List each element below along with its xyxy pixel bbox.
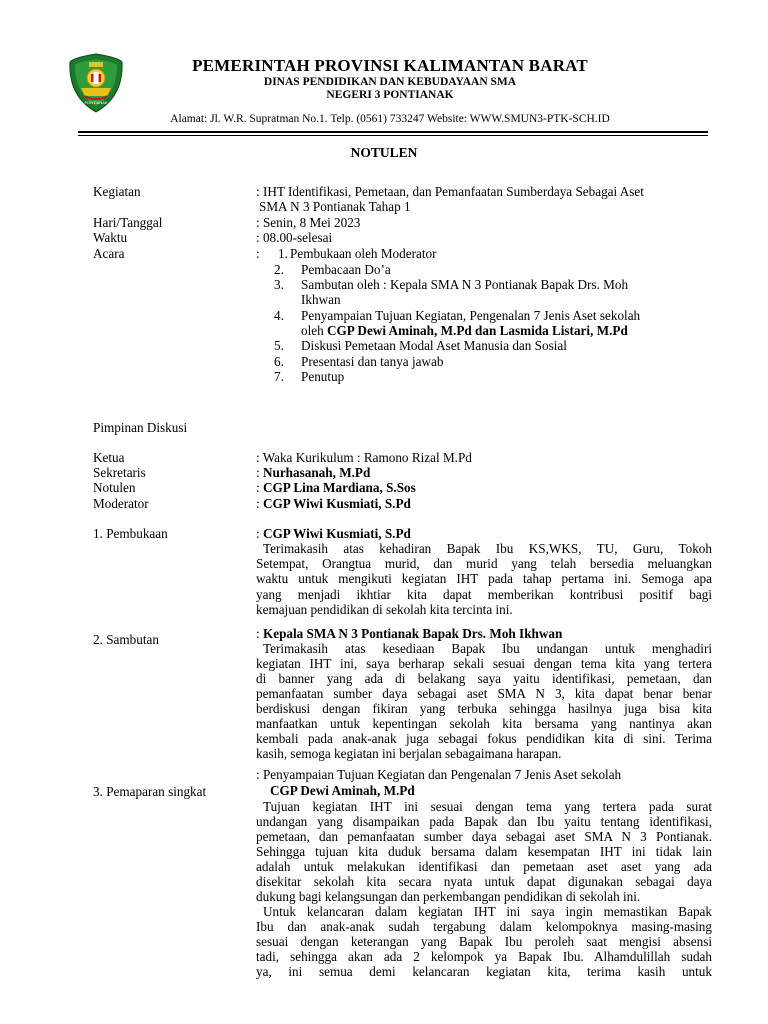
paragraph-line: waktu untuk mengikuti kegiatan IHT pada tahap pertama ini. Semoga apa — [256, 571, 712, 586]
acara-item-text: Pembacaan Do’a — [301, 262, 391, 277]
section-sambutan-speaker: : Kepala SMA N 3 Pontianak Bapak Drs. Moh Ikhwan — [256, 626, 563, 641]
paragraph-line: pemetaan, dan pemanfaatan sumber daya sebagai aset SMA N 3 Pontianak. — [256, 829, 712, 844]
paragraph-line: ya, ini semua demi kelancaran kegiatan kita, terima kasih untuk — [256, 964, 712, 979]
moderator-value: : CGP Wiwi Kusmiati, S.Pd — [256, 496, 411, 511]
notulen-name: CGP Lina Mardiana, S.Sos — [262, 480, 416, 495]
paragraph-line: dukung bagi kelangsungan dan perkembangan pendidikan di sekolah ini. — [256, 889, 641, 904]
section-pemaparan-intro: : Penyampaian Tujuan Kegiatan dan Pengenalan 7 Jenis Aset sekolah — [256, 767, 622, 782]
paragraph-line: undangan yang disampaikan pada Bapak dan Ibu yaitu tentang identifikasi, — [256, 814, 712, 829]
paragraph-line: disekitar sekolah kita secara nyata untuk dapat digunakan sebagai daya — [256, 874, 712, 889]
acara-item-num: 2. — [274, 262, 284, 277]
sekretaris-value: : Nurhasanah, M.Pd — [256, 465, 371, 480]
acara-label: Acara — [93, 246, 125, 261]
kegiatan-label: Kegiatan — [93, 184, 141, 199]
paragraph-line: pemanfaatan sumber daya sebagai aset SMA N 3, kita dapat benar benar — [256, 686, 712, 701]
waktu-value: : 08.00-selesai — [256, 230, 333, 245]
section-pembukaan-label: 1. Pembukaan — [93, 526, 168, 541]
section-pemaparan-label: 3. Pemaparan singkat — [93, 784, 207, 799]
kegiatan-value: : IHT Identifikasi, Pemetaan, dan Pemanfaatan Sumberdaya Sebagai Aset — [256, 184, 644, 199]
paragraph-line: Sehingga tujuan kita duduk bersama dalam kesempatan IHT ini tidak lain — [256, 844, 712, 859]
paragraph-line: Setempat, Orangtua murid, dan murid yang telah bersedia meluangkan — [256, 556, 712, 571]
paragraph-line: tadi, sehingga akan ada 2 kelompok ya Bapak Ibu. Alhamdulillah sudah — [256, 949, 712, 964]
paragraph-line: kembali pada anak-anak juga sebagai fokus pendidikan kita di sini. Terima — [256, 731, 712, 746]
moderator-name: CGP Wiwi Kusmiati, S.Pd — [262, 496, 411, 511]
paragraph-line: Tujuan kegiatan IHT ini sesuai dengan tema yang tertera pada surat — [263, 799, 712, 814]
section-sambutan-label: 2. Sambutan — [93, 632, 159, 647]
sekretaris-label: Sekretaris — [93, 465, 146, 480]
acara-colon: : — [256, 246, 260, 261]
acara-item-num: 4. — [274, 308, 284, 323]
section-pemaparan-speaker: CGP Dewi Aminah, M.Pd — [270, 783, 415, 798]
letterhead-rule-thick — [78, 131, 708, 133]
acara-item-text: Penyampaian Tujuan Kegiatan, Pengenalan 7 Jenis Aset sekolah — [301, 308, 641, 323]
acara-item-prefix: oleh — [301, 323, 328, 338]
kegiatan-value-cont: SMA N 3 Pontianak Tahap 1 — [259, 199, 411, 214]
letterhead-school: NEGERI 3 PONTIANAK — [326, 89, 454, 101]
paragraph-line: Untuk kelancaran dalam kegiatan IHT ini saya ingin memastikan Bapak — [263, 904, 712, 919]
paragraph-line: kegiatan IHT ini, saya berharap sekali sesuai dengan tema kita yang tertera — [256, 656, 712, 671]
document-title: NOTULEN — [350, 145, 418, 160]
notulen-label: Notulen — [93, 480, 136, 495]
letterhead-rule-thin — [78, 135, 708, 136]
hari-value: : Senin, 8 Mei 2023 — [256, 215, 361, 230]
section-pembukaan-speaker: : CGP Wiwi Kusmiati, S.Pd — [256, 526, 411, 541]
moderator-label: Moderator — [93, 496, 149, 511]
paragraph-line: Ibu dan anak-anak sudah tergabung dalam kelompoknya masing-masing — [256, 919, 712, 934]
acara-item-text: Diskusi Pemetaan Modal Aset Manusia dan Sosial — [301, 338, 567, 353]
acara-item-text: Pembukaan oleh Moderator — [290, 246, 437, 261]
sekretaris-name: Nurhasanah, M.Pd — [262, 465, 371, 480]
hari-label: Hari/Tanggal — [93, 215, 163, 230]
notulen-value: : CGP Lina Mardiana, S.Sos — [256, 480, 416, 495]
paragraph-line: Terimakasih atas kesediaan Bapak Ibu undangan untuk menghadiri — [263, 641, 712, 656]
acara-item-presenters: CGP Dewi Aminah, M.Pd dan Lasmida Listari, M.Pd — [327, 323, 628, 338]
speaker-name: CGP Wiwi Kusmiati, S.Pd — [262, 526, 411, 541]
ketua-value: : Waka Kurikulum : Ramono Rizal M.Pd — [256, 450, 472, 465]
paragraph-line: adalah untuk melakukan identifikasi dan pemetaan aset aset yang ada — [256, 859, 712, 874]
acara-item-num: 5. — [274, 338, 284, 353]
waktu-label: Waktu — [93, 230, 128, 245]
letterhead-agency: DINAS PENDIDIKAN DAN KEBUDAYAAN SMA — [263, 76, 517, 88]
acara-item-text-cont: Ikhwan — [301, 292, 341, 307]
acara-item-text: Penutup — [301, 369, 345, 384]
letterhead-address: Alamat: Jl. W.R. Supratman No.1. Telp. (0561) 733247 Website: WWW.SMUN3-PTK-SCH.ID — [170, 113, 610, 125]
speaker-name: Kepala SMA N 3 Pontianak Bapak Drs. Moh Ikhwan — [262, 626, 563, 641]
paragraph-line: Terimakasih atas kehadiran Bapak Ibu KS,WKS, TU, Guru, Tokoh — [263, 541, 712, 556]
acara-item-num: 1. — [278, 246, 288, 261]
paragraph-line: sesuai dengan keterangan yang Bapak Ibu peroleh saat mengisi absensi — [256, 934, 712, 949]
paragraph-line: yang menjadi ikhtiar kita dapat memberikan kontribusi positif bagi — [256, 587, 712, 602]
acara-item-num: 3. — [274, 277, 284, 292]
acara-item-text: Presentasi dan tanya jawab — [301, 354, 444, 369]
logo-text: PONTIANAK — [84, 100, 108, 105]
pimpinan-heading: Pimpinan Diskusi — [93, 420, 188, 435]
acara-item-num: 7. — [274, 369, 284, 384]
acara-item-text-cont — [301, 323, 628, 338]
acara-item-num: 6. — [274, 354, 284, 369]
provincial-emblem-logo — [67, 52, 125, 114]
paragraph-line: manfaatkan untuk kepentingan sekolah kita bersama yang nantinya akan — [256, 716, 712, 731]
acara-item-text: Sambutan oleh : Kepala SMA N 3 Pontianak Bapak Drs. Moh — [301, 277, 629, 292]
letterhead-government: PEMERINTAH PROVINSI KALIMANTAN BARAT — [192, 56, 588, 75]
paragraph-line: berdiskusi dengan fikiran yang terbuka sehingga hasilnya juga bisa kita — [256, 701, 712, 716]
paragraph-line: kemajuan pendidikan di sekolah kita tercinta ini. — [256, 602, 513, 617]
paragraph-line: kasih, semoga kegiatan ini berjalan sebagaimana harapan. — [256, 746, 562, 761]
paragraph-line: di banner yang ada di belakang saya yaitu identifikasi, pemetaan, dan — [256, 671, 712, 686]
ketua-label: Ketua — [93, 450, 125, 465]
